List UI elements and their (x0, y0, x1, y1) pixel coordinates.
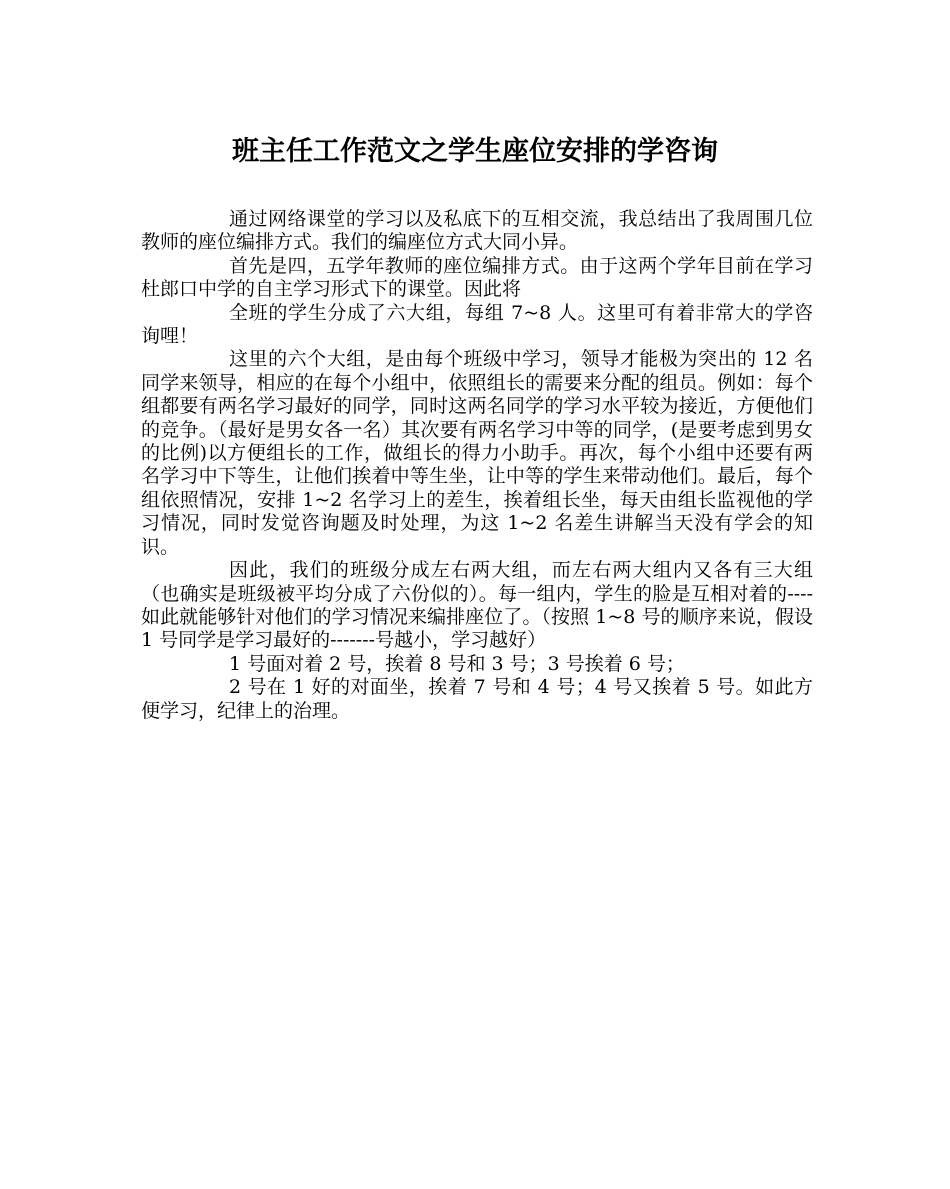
paragraph: 通过网络课堂的学习以及私底下的互相交流，我总结出了我周围几位教师的座位编排方式。我们的编座位方式大同小异。 (141, 208, 813, 254)
paragraph: 全班的学生分成了六大组，每组 7~8 人。这里可有着非常大的学咨询哩！ (141, 301, 813, 348)
document-title: 班主任工作范文之学生座位安排的学咨询 (232, 136, 718, 167)
paragraph: 1 号面对着 2 号，挨着 8 号和 3 号；3 号挨着 6 号； (229, 652, 685, 675)
paragraph: 2 号在 1 好的对面坐，挨着 7 号和 4 号；4 号又挨着 5 号。如此方便学习，纪律上的治理。 (141, 676, 813, 722)
document-body (141, 208, 813, 723)
paragraph: 因此，我们的班级分成左右两大组，而左右两大组内又各有三大组（也确实是班级被平均分成了六份似的）。每一组内，学生的脸是互相对着的----如此就能够针对他们的学习情况来编排座位了。（按照 1~8 号的顺序来说，假设 1 号同学是学习最好的-------号越小，学习越好） (141, 559, 813, 652)
paragraph: 这里的六个大组，是由每个班级中学习，领导才能极为突出的 12 名同学来领导，相应的在每个小组中，依照组长的需要来分配的组员。例如：每个组都要有两名学习最好的同学，同时这两名同学的学习水平较为接近，方便他们的竞争。（最好是男女各一名）其次要有两名学习中等的同学，(是要考虑到男女的比例)以方便组长的工作，做组长的得力小助手。再次，每个小组中还要有两名学习中下等生，让他们挨着中等生坐，让中等的学生来带动他们。最后，每个组依照情况，安排 1~2 名学习上的差生，挨着组长坐，每天由组长监视他的学习情况，同时发觉咨询题及时处理，为这 1~2 名差生讲解当天没有学会的知识。 (141, 348, 813, 558)
paragraph: 首先是四，五学年教师的座位编排方式。由于这两个学年目前在学习杜郎口中学的自主学习形式下的课堂。因此将 (141, 254, 813, 301)
